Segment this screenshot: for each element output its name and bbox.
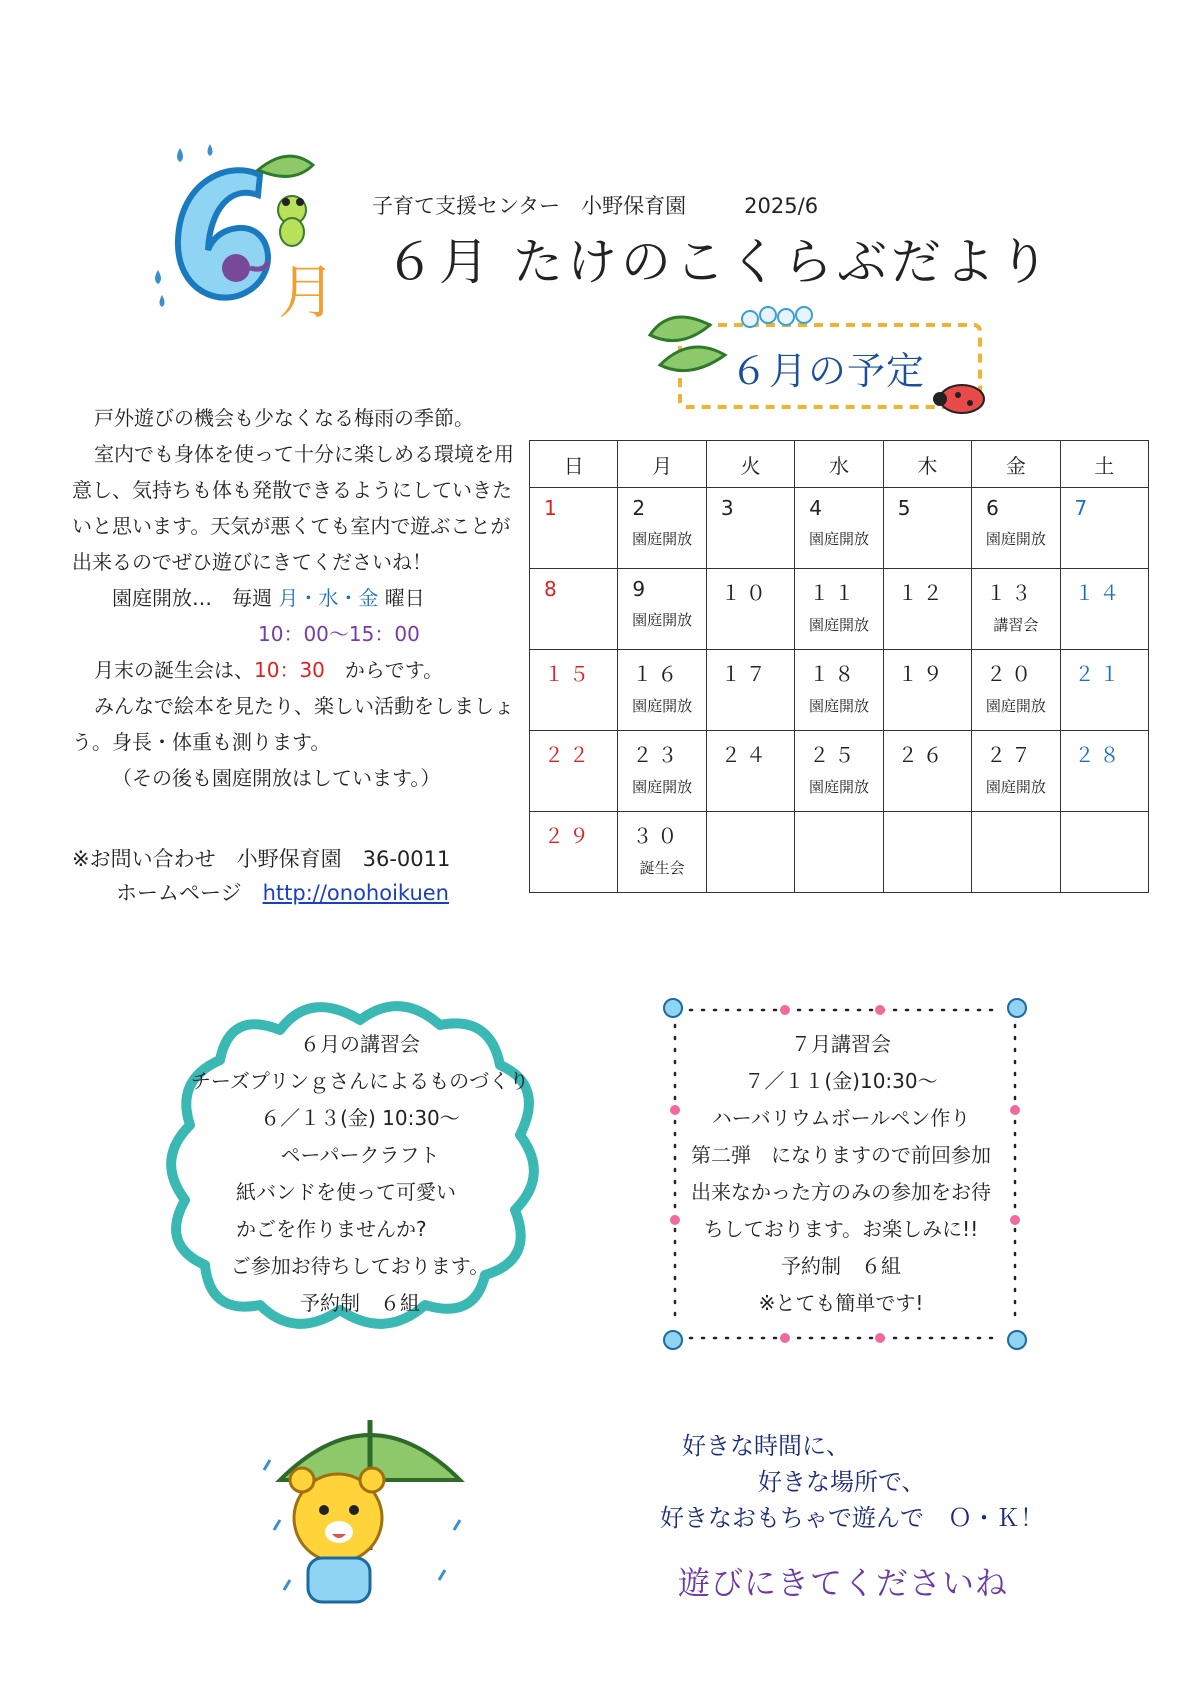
july-workshop-text: [676, 1026, 1006, 1322]
day-number: ２３: [632, 743, 683, 767]
day-number: 5: [897, 496, 916, 520]
day-number: [1061, 812, 1148, 820]
june-workshop-line: かごを作りませんか?: [236, 1217, 427, 1241]
calendar-day-cell: [795, 731, 883, 812]
day-event: 園庭開放: [632, 697, 693, 715]
july-workshop-line: ７月講習会: [791, 1032, 891, 1056]
calendar-day-cell: [706, 731, 794, 812]
birthday-line: [72, 652, 522, 688]
calendar-day-cell: [972, 812, 1060, 893]
intro-paragraph-2: 室内でも身体を使って十分に楽しめる環境を用意し、気持ちも体も発散できるようにしていきたいと思います。天気が悪くても室内で遊ぶことが出来るのでぜひ遊びにきてくださいね！: [72, 442, 514, 574]
day-number: 2: [632, 496, 651, 520]
day-event: 園庭開放: [632, 611, 693, 629]
day-number: [972, 812, 1059, 820]
calendar-day-cell: [972, 731, 1060, 812]
contact-line: ※お問い合わせ 小野保育園 36-0011: [72, 847, 451, 871]
calendar-day-cell: [1060, 650, 1148, 731]
birthday-time: 10：30: [254, 658, 325, 682]
day-number: 6: [986, 496, 1004, 520]
june-workshop-line: 紙バンドを使って可愛い: [236, 1180, 456, 1204]
garden-open-suffix: 曜日: [384, 586, 425, 610]
calendar-day-cell: [530, 731, 618, 812]
day-number: １９: [897, 662, 948, 686]
bottom-line-3: 好きなおもちゃで遊んで Ｏ・Ｋ！: [660, 1504, 1044, 1532]
calendar-day-cell: [1060, 812, 1148, 893]
day-number: １６: [632, 662, 683, 686]
intro-paragraph-1: 戸外遊びの機会も少なくなる梅雨の季節。: [94, 406, 474, 430]
day-number: １０: [720, 581, 771, 605]
calendar-day-cell: [795, 488, 883, 569]
contact-info: [72, 842, 450, 910]
calendar-day-cell: [1060, 731, 1148, 812]
garden-open-days: 月・水・金: [278, 586, 379, 610]
june-logo-illustration: [150, 140, 350, 320]
intro-paragraph-4: みんなで絵本を見たり、楽しい活動をしましょう。身長・体重も測ります。: [72, 694, 514, 754]
day-number: １３: [986, 581, 1037, 605]
day-event: 園庭開放: [632, 778, 693, 796]
day-number: [707, 812, 794, 820]
center-name: 子育て支援センター 小野保育園: [372, 194, 687, 218]
garden-open-line: [72, 580, 522, 616]
day-number: 9: [632, 577, 651, 601]
calendar-day-cell: [883, 731, 971, 812]
calendar-day-cell: [1060, 488, 1148, 569]
calendar-day-cell: [530, 488, 618, 569]
day-event: 園庭開放: [808, 530, 869, 548]
calendar-day-cell: [972, 569, 1060, 650]
day-event: 園庭開放: [808, 616, 869, 634]
july-workshop-line: 予約制 ６組: [781, 1254, 901, 1278]
calendar-day-cell: [618, 650, 706, 731]
calendar-day-cell: [706, 488, 794, 569]
calendar-day-cell: [618, 488, 706, 569]
day-number: 4: [809, 496, 827, 520]
day-event: 園庭開放: [985, 530, 1046, 548]
calendar-day-cell: [618, 812, 706, 893]
calendar-week-row: [530, 488, 1149, 569]
july-workshop-line: ※とても簡単です!: [758, 1291, 924, 1315]
day-number: ２０: [986, 662, 1037, 686]
day-number: [884, 812, 971, 820]
weekday-wed: 水: [795, 441, 883, 488]
calendar-day-cell: [972, 488, 1060, 569]
day-number: ２４: [720, 743, 771, 767]
garden-open-label: 園庭開放… 毎週: [112, 586, 272, 610]
intro-text: [72, 400, 522, 796]
calendar-day-cell: [618, 569, 706, 650]
day-number: ２５: [809, 743, 860, 767]
calendar-day-cell: [883, 812, 971, 893]
day-event: 園庭開放: [808, 778, 869, 796]
july-workshop-line: ちしております。お楽しみに!!: [703, 1217, 979, 1241]
calendar-week-row: [530, 569, 1149, 650]
calendar-day-cell: [530, 650, 618, 731]
calendar-day-cell: [883, 569, 971, 650]
calendar-week-row: [530, 731, 1149, 812]
day-number: ２１: [1074, 662, 1125, 686]
weekday-fri: 金: [972, 441, 1060, 488]
header-subtitle: [372, 190, 818, 220]
calendar-week-row: [530, 812, 1149, 893]
june-workshop-line: ご参加お待ちしております。: [230, 1254, 490, 1278]
june-workshop-line: ペーパークラフト: [280, 1143, 440, 1167]
day-number: ２９: [544, 824, 594, 848]
homepage-line: [72, 876, 450, 910]
calendar-day-cell: [706, 812, 794, 893]
june-workshop-text: [140, 1026, 580, 1322]
july-workshop-line: ハーバリウムボールペン作り: [711, 1106, 971, 1130]
calendar-header-row: [530, 441, 1149, 488]
calendar-day-cell: [618, 731, 706, 812]
weekday-mon: 月: [618, 441, 706, 488]
day-number: ３０: [632, 824, 683, 848]
day-number: ２７: [986, 743, 1037, 767]
calendar-day-cell: [795, 650, 883, 731]
day-number: １７: [720, 662, 771, 686]
day-event: 園庭開放: [985, 697, 1046, 715]
bear-umbrella-illustration: [260, 1400, 490, 1630]
homepage-label: ホームページ: [116, 881, 242, 905]
day-event: 講習会: [993, 616, 1039, 634]
come-play-message: 遊びにきてくださいね: [678, 1564, 1009, 1602]
june-workshop-line: チーズプリンｇさんによるものづくり: [190, 1069, 530, 1093]
birthday-post: からです。: [344, 658, 444, 682]
weekday-sat: 土: [1060, 441, 1148, 488]
day-number: ２８: [1074, 743, 1125, 767]
june-workshop-line: ６月の講習会: [300, 1032, 420, 1056]
day-event: 園庭開放: [632, 530, 693, 548]
july-workshop-line: 第二弾 になりますので前回参加: [691, 1143, 991, 1167]
july-workshop-line: ７／１１(金)10:30〜: [744, 1069, 938, 1093]
weekday-sun: 日: [530, 441, 618, 488]
july-workshop-line: 出来なかった方のみの参加をお待: [691, 1180, 991, 1204]
june-workshop-line: 予約制 ６組: [300, 1291, 420, 1315]
intro-paragraph-5: （その後も園庭開放はしています。）: [112, 766, 441, 790]
day-number: ２２: [544, 743, 594, 767]
issue-date: 2025/6: [744, 194, 819, 218]
calendar-day-cell: [883, 488, 971, 569]
calendar-day-cell: [795, 569, 883, 650]
logo-month-glyph: 月: [278, 258, 337, 320]
bottom-message: [660, 1428, 1044, 1536]
calendar-day-cell: [972, 650, 1060, 731]
calendar-day-cell: [1060, 569, 1148, 650]
day-number: １２: [897, 581, 948, 605]
day-number: 8: [544, 577, 562, 601]
calendar-day-cell: [795, 812, 883, 893]
page-title: ６月 たけのこくらぶだより: [385, 233, 1053, 291]
calendar-day-cell: [883, 650, 971, 731]
day-number: [795, 812, 882, 820]
day-event: 誕生会: [639, 859, 685, 877]
day-number: ２６: [897, 743, 948, 767]
june-workshop-line: ６／１３(金) 10:30〜: [260, 1106, 460, 1130]
weekday-tue: 火: [706, 441, 794, 488]
day-number: 1: [544, 496, 562, 520]
day-number: １８: [809, 662, 860, 686]
day-number: １４: [1074, 581, 1125, 605]
schedule-title: ６月の予定: [730, 349, 926, 393]
day-number: 7: [1074, 496, 1093, 520]
calendar-day-cell: [706, 569, 794, 650]
day-number: 3: [720, 496, 739, 520]
day-event: 園庭開放: [985, 778, 1046, 796]
day-number: １１: [809, 581, 860, 605]
homepage-link[interactable]: http://onohoikuen: [262, 881, 449, 905]
garden-open-time: 10：00〜15：00: [258, 622, 420, 646]
weekday-thu: 木: [883, 441, 971, 488]
calendar-day-cell: [706, 650, 794, 731]
calendar-day-cell: [530, 569, 618, 650]
bottom-line-1: 好きな時間に、: [682, 1432, 850, 1460]
calendar-week-row: [530, 650, 1149, 731]
birthday-pre: 月末の誕生会は、: [94, 658, 254, 682]
day-number: １５: [544, 662, 594, 686]
bottom-line-2: 好きな場所で、: [758, 1468, 926, 1496]
day-event: 園庭開放: [808, 697, 869, 715]
june-calendar: [529, 440, 1149, 893]
calendar-day-cell: [530, 812, 618, 893]
